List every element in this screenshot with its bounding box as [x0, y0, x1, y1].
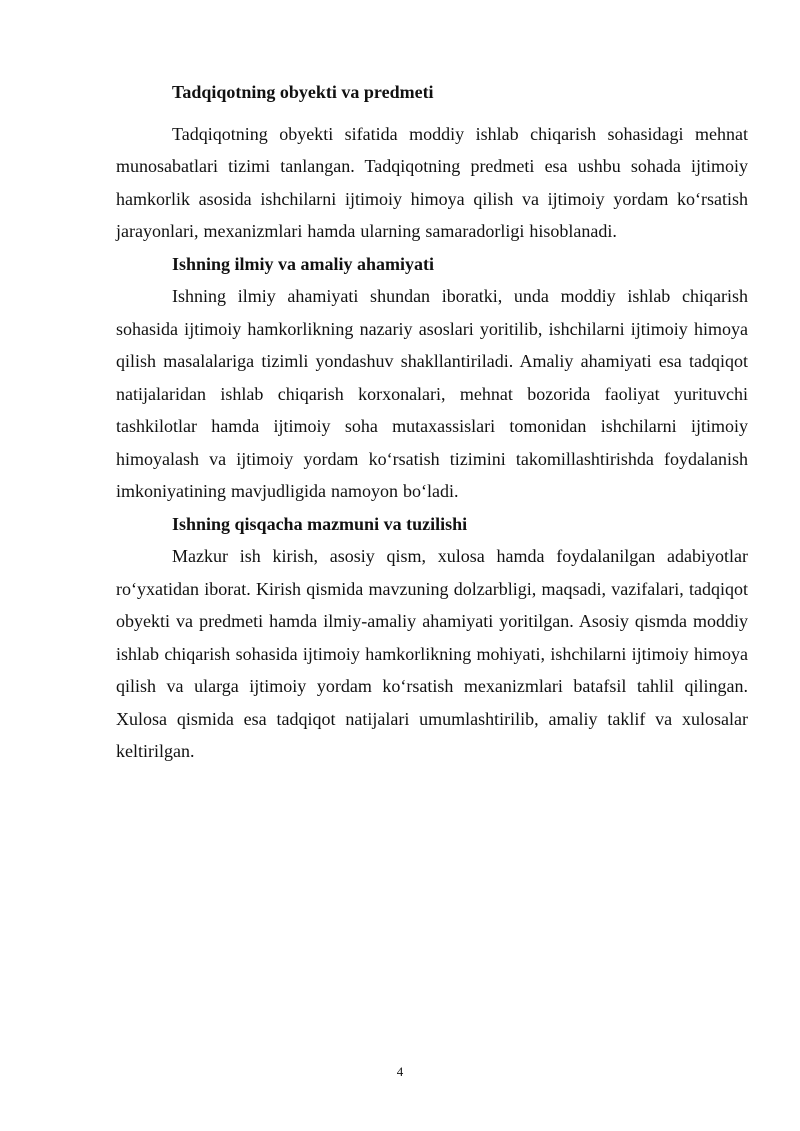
paragraph-significance: Ishning ilmiy ahamiyati shundan iboratki, unda moddiy ishlab chiqarish sohasida ijtimoiy hamkorlikning nazariy asoslari yoritilib, ishchilarni ijtimoiy himoya qilish masalalariga tizimli yondashuv shakllantiriladi. Amaliy ahamiyati esa tadqiqot natijalaridan ishlab chiqarish korxonalari, mehnat bozorida faoliyat yurituvchi tashkilotlar hamda ijtimoiy soha mutaxassislari tomonidan ishchilarni ijtimoiy himoyalash va ijtimoiy yordam ko‘rsatish tizimini takomillashtirishda foydalanish imkoniyatining mavjudligida namoyon bo‘ladi. — [116, 286, 748, 501]
page-number: 4 — [396, 1064, 404, 1079]
heading-summary-structure: Ishning qisqacha mazmuni va tuzilishi — [172, 513, 468, 534]
heading-significance: Ishning ilmiy va amaliy ahamiyati — [172, 253, 435, 274]
paragraph-summary-structure: Mazkur ish kirish, asosiy qism, xulosa hamda foydalanilgan adabiyotlar ro‘yxatidan iborat. Kirish qismida mavzuning dolzarbligi, maqsadi, vazifalari, tadqiqot obyekti va predmeti hamda ilmiy-amaliy ahamiyati yoritilgan. Asosiy qismda moddiy ishlab chiqarish sohasida ijtimoiy hamkorlikning mohiyati, ishchilarni ijtimoiy himoya qilish va ularga ijtimoiy yordam ko‘rsatish mexanizmlari batafsil tahlil qilingan. Xulosa qismida esa tadqiqot natijalari umumlashtirilib, amaliy taklif va xulosalar keltirilgan. — [116, 546, 748, 761]
heading-object-subject: Tadqiqotning obyekti va predmeti — [172, 82, 434, 102]
page-content — [116, 76, 748, 768]
paragraph-object-subject: Tadqiqotning obyekti sifatida moddiy ishlab chiqarish sohasidagi mehnat munosabatlari tizimi tanlangan. Tadqiqotning predmeti esa ushbu sohada ijtimoiy hamkorlik asosida ishchilarni ijtimoiy himoya qilish va ijtimoiy yordam ko‘rsatish jarayonlari, mexanizmlari hamda ularning samaradorligi hisoblanadi. — [116, 123, 748, 241]
